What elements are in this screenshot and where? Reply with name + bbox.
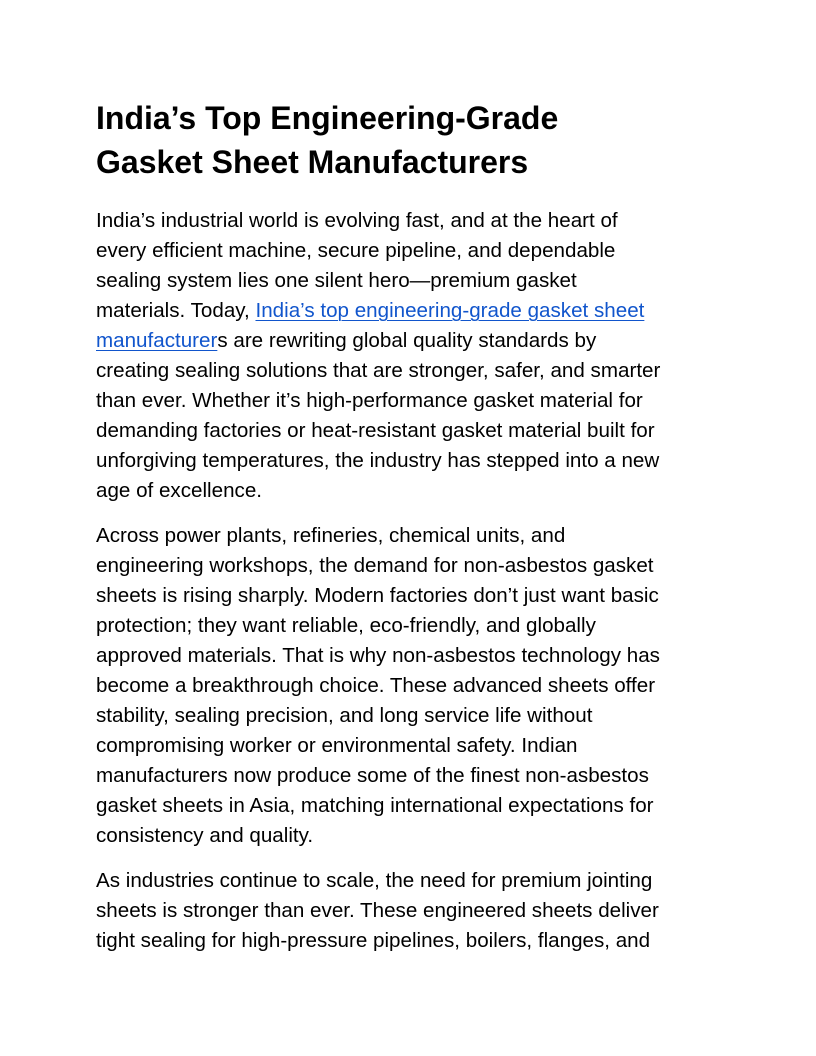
paragraph-non-asbestos (96, 521, 722, 851)
paragraph-line: than ever. Whether it’s high-performance gasket material for (96, 389, 643, 412)
document-page (96, 96, 722, 956)
paragraph-line: engineering workshops, the demand for non-asbestos gasket (96, 554, 654, 577)
manufacturers-link-continued[interactable]: manufacturer (96, 329, 218, 352)
paragraph-line: age of excellence. (96, 479, 263, 502)
paragraph-line: sheets is rising sharply. Modern factories don’t just want basic (96, 584, 659, 607)
paragraph-line: tight sealing for high-pressure pipelines, boilers, flanges, and (96, 929, 651, 952)
paragraph-text: s are rewriting global quality standards by (217, 329, 597, 352)
paragraph-line: unforgiving temperatures, the industry has stepped into a new (96, 449, 660, 472)
paragraph-line: consistency and quality. (96, 824, 314, 847)
paragraph-line: compromising worker or environmental safety. Indian (96, 734, 578, 757)
paragraph-line: As industries continue to scale, the need for premium jointing (96, 869, 653, 892)
paragraph-line: every efficient machine, secure pipeline, and dependable (96, 239, 616, 262)
paragraph-line: demanding factories or heat-resistant gasket material built for (96, 419, 655, 442)
paragraph-line: manufacturers now produce some of the finest non-asbestos (96, 764, 649, 787)
paragraph-line: India’s industrial world is evolving fast, and at the heart of (96, 209, 618, 232)
paragraph-line (96, 296, 722, 326)
paragraph-line: Across power plants, refineries, chemical units, and (96, 524, 566, 547)
paragraph-line: creating sealing solutions that are stronger, safer, and smarter (96, 359, 661, 382)
page-title (96, 96, 722, 184)
paragraph-text: materials. Today, (96, 299, 256, 322)
paragraph-jointing-sheets (96, 866, 722, 956)
paragraph-line: stability, sealing precision, and long service life without (96, 704, 593, 727)
paragraph-line: gasket sheets in Asia, matching international expectations for (96, 794, 654, 817)
paragraph-line: approved materials. That is why non-asbestos technology has (96, 644, 660, 667)
paragraph-line: sheets is stronger than ever. These engineered sheets deliver (96, 899, 659, 922)
paragraph-line: become a breakthrough choice. These advanced sheets offer (96, 674, 656, 697)
paragraph-line (96, 326, 722, 356)
title-line: India’s Top Engineering-Grade (96, 100, 559, 136)
paragraph-line: protection; they want reliable, eco-friendly, and globally (96, 614, 596, 637)
title-line: Gasket Sheet Manufacturers (96, 144, 529, 180)
manufacturers-link[interactable]: India’s top engineering-grade gasket sheet (255, 299, 645, 322)
paragraph-line: sealing system lies one silent hero—premium gasket (96, 269, 577, 292)
paragraph-intro (96, 206, 722, 506)
